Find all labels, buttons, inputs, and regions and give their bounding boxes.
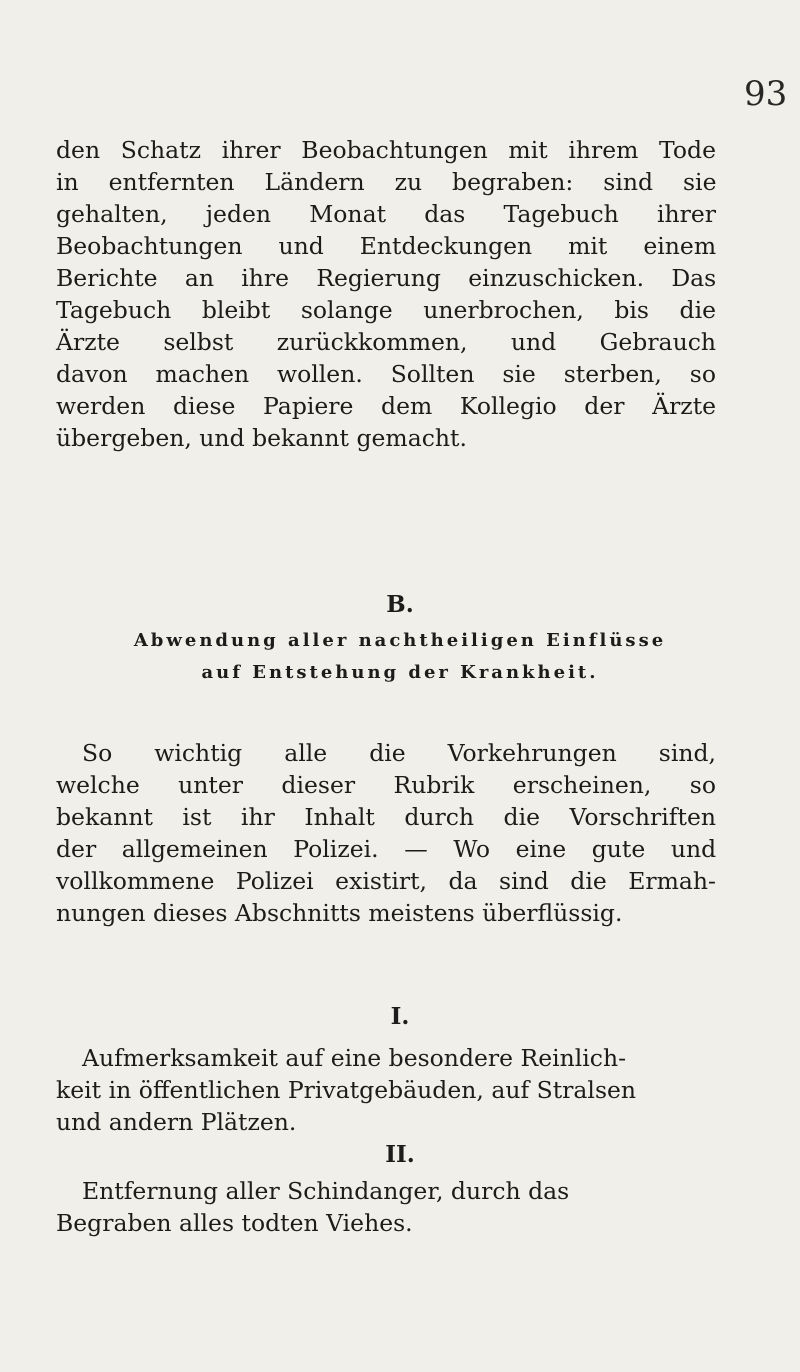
- text-line: Berichte an ihre Regierung einzuschicken. Das: [56, 264, 717, 292]
- text-line: werden diese Papiere dem Kollegio der Ärzte: [56, 392, 717, 420]
- item-1-text: [56, 1042, 716, 1138]
- text-line: Ärzte selbst zurückkommen, und Gebrauch: [56, 328, 716, 356]
- section-title-line-2: auf Entstehung der Krankheit.: [201, 662, 599, 683]
- text-line: Beobachtungen und Entdeckungen mit einem: [56, 232, 717, 260]
- item-2-text: [56, 1175, 716, 1239]
- page-number: 93: [744, 74, 788, 114]
- text-line: und andern Plätzen.: [56, 1108, 297, 1136]
- text-line: davon machen wollen. Sollten sie sterben, so: [56, 360, 716, 388]
- text-line: vollkommene Polizei existirt, da sind die Ermah-: [56, 867, 716, 895]
- text-line: keit in öffentlichen Privatgebäuden, auf Stralsen: [56, 1076, 637, 1104]
- text-line: in entfernten Ländern zu begraben: sind sie: [56, 168, 717, 196]
- text-line: gehalten, jeden Monat das Tagebuch ihrer: [56, 200, 716, 228]
- text-line: Aufmerksamkeit auf eine besondere Reinlich-: [82, 1044, 627, 1072]
- text-line: Begraben alles todten Viehes.: [56, 1209, 413, 1237]
- text-line: So wichtig alle die Vorkehrungen sind,: [82, 739, 716, 767]
- text-line: bekannt ist ihr Inhalt durch die Vorschriften: [56, 803, 716, 831]
- text-line: Entfernung aller Schindanger, durch das: [82, 1177, 570, 1205]
- section-letter: B.: [386, 591, 414, 618]
- text-line: nungen dieses Abschnitts meistens überflüssig.: [56, 899, 623, 927]
- paragraph-1: [56, 134, 716, 454]
- section-title-line-1: Abwendung aller nachtheiligen Einflüsse: [133, 630, 667, 651]
- paragraph-2: [56, 737, 716, 929]
- text-line: übergeben, und bekannt gemacht.: [56, 424, 467, 452]
- text-line: welche unter dieser Rubrik erscheinen, so: [56, 771, 716, 799]
- text-line: der allgemeinen Polizei. — Wo eine gute und: [56, 835, 717, 863]
- item-numeral: II.: [385, 1141, 415, 1168]
- text-line: den Schatz ihrer Beobachtungen mit ihrem Tode: [56, 136, 716, 164]
- text-line: Tagebuch bleibt solange unerbrochen, bis die: [56, 296, 716, 324]
- item-numeral: I.: [390, 1003, 410, 1030]
